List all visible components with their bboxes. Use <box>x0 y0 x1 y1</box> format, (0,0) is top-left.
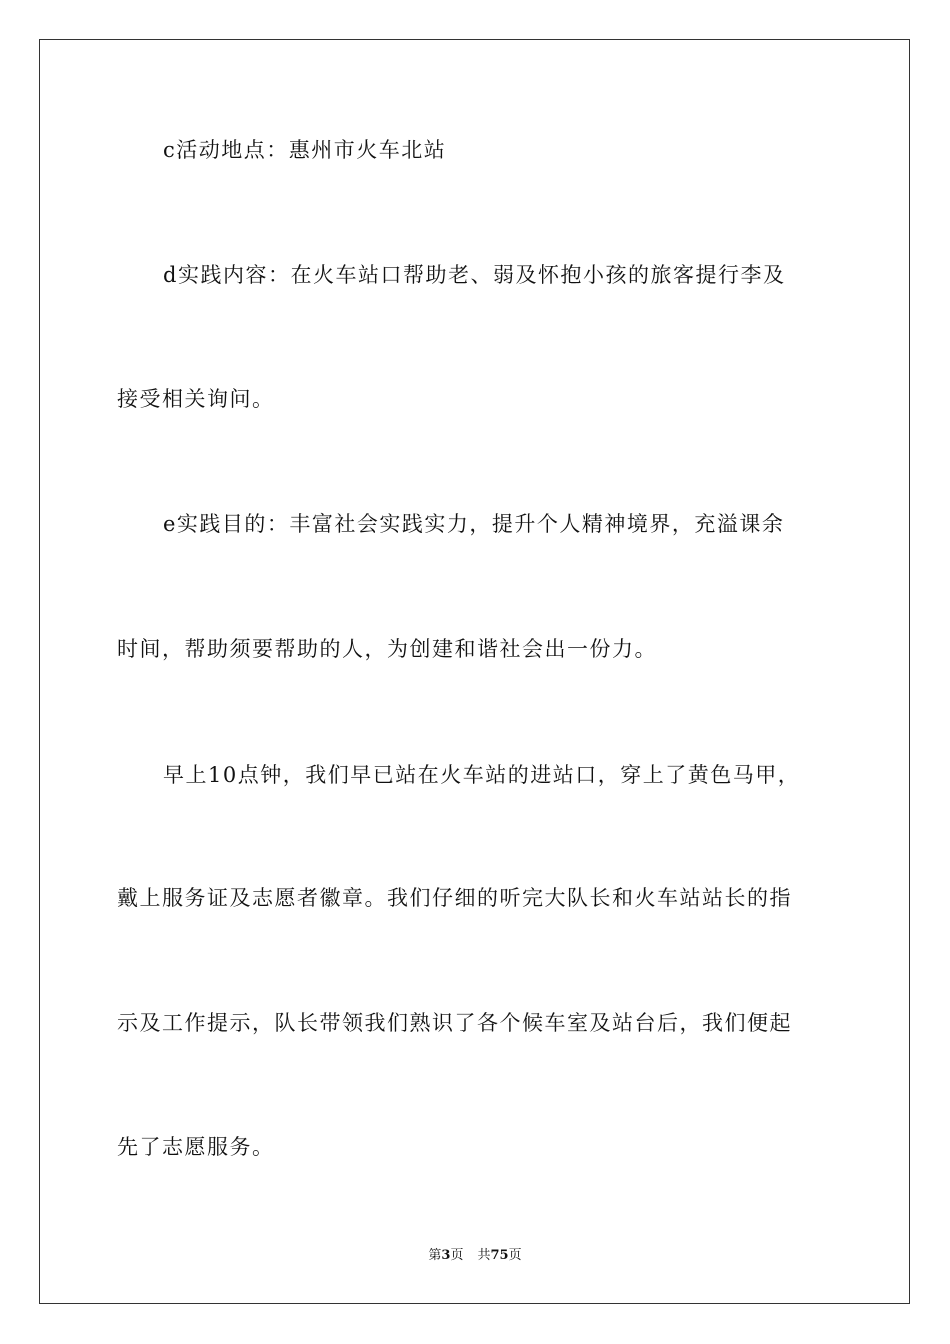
footer-total-prefix: 共 <box>477 1248 491 1263</box>
footer-page-suffix: 页 <box>450 1248 464 1263</box>
paragraph-morning-cont-2: 示及工作提示，队长带领我们熟识了各个候车室及站台后，我们便起 <box>117 1011 792 1035</box>
paragraph-morning-cont-1: 戴上服务证及志愿者徽章。我们仔细的听完大队长和火车站站长的指 <box>117 886 792 910</box>
paragraph-practice-purpose-cont: 时间，帮助须要帮助的人，为创建和谐社会出一份力。 <box>117 637 657 661</box>
paragraph-practice-purpose: e实践目的：丰富社会实践实力，提升个人精神境界，充溢课余 <box>163 512 785 536</box>
footer-page-prefix: 第 <box>428 1248 442 1263</box>
footer-page-number: 3 <box>441 1248 451 1263</box>
paragraph-morning-cont-3: 先了志愿服务。 <box>117 1135 275 1159</box>
paragraph-practice-content: d实践内容：在火车站口帮助老、弱及怀抱小孩的旅客提行李及 <box>163 263 786 287</box>
paragraph-practice-content-cont: 接受相关询问。 <box>117 387 275 411</box>
page-frame <box>39 39 910 1304</box>
paragraph-morning: 早上10点钟，我们早已站在火车站的进站口，穿上了黄色马甲， <box>163 763 801 787</box>
page-footer <box>0 1247 950 1265</box>
footer-total-pages: 75 <box>490 1248 509 1263</box>
paragraph-activity-location: c活动地点：惠州市火车北站 <box>163 138 447 162</box>
footer-total-suffix: 页 <box>508 1248 522 1263</box>
